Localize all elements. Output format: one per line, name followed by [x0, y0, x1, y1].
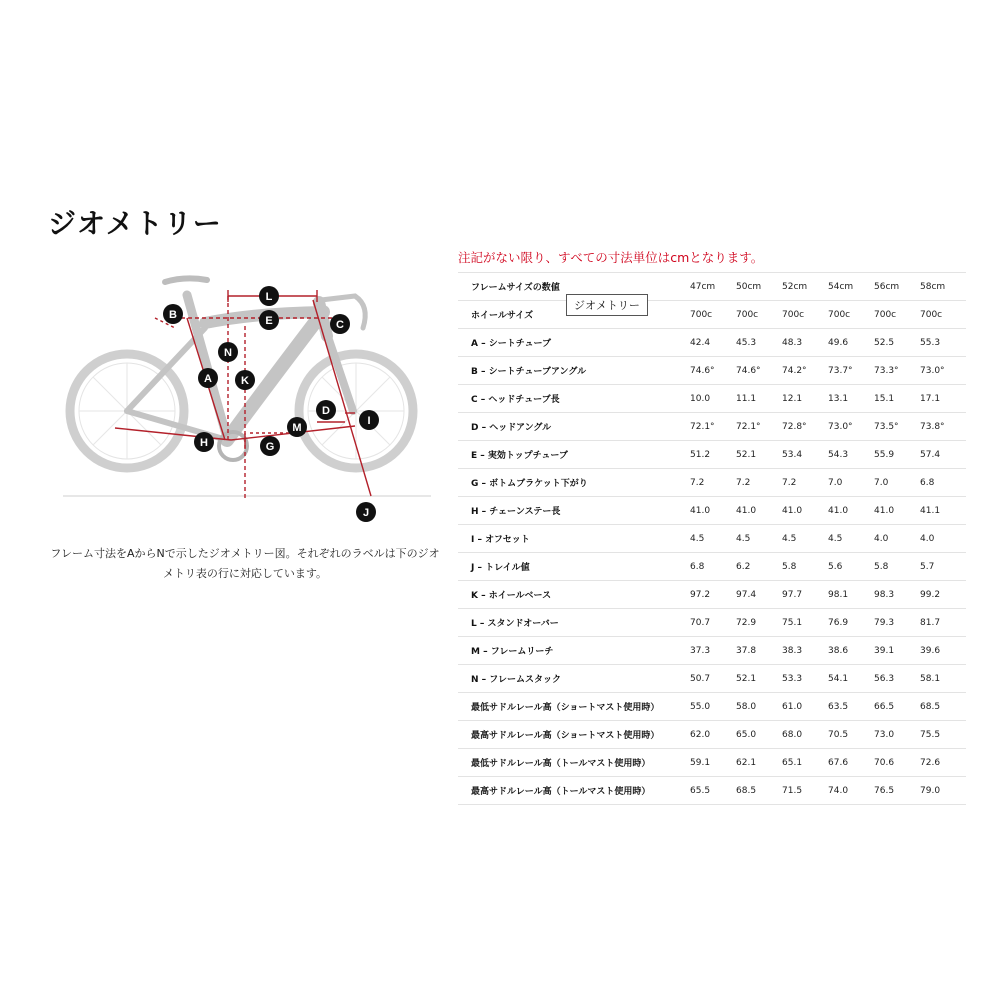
table-cell: 97.2 — [690, 581, 736, 609]
table-cell: 7.2 — [782, 469, 828, 497]
table-cell: 55.9 — [874, 441, 920, 469]
table-cell: 38.3 — [782, 637, 828, 665]
table-cell: 5.7 — [920, 553, 966, 581]
table-cell: 41.1 — [920, 497, 966, 525]
table-cell: 41.0 — [874, 497, 920, 525]
table-cell: 63.5 — [828, 693, 874, 721]
badge-h — [194, 432, 214, 452]
svg-text:G: G — [265, 441, 275, 453]
table-cell: 53.4 — [782, 441, 828, 469]
table-row — [458, 525, 966, 553]
size-header: 52cm — [782, 273, 828, 301]
size-header: 47cm — [690, 273, 736, 301]
table-cell: 37.3 — [690, 637, 736, 665]
table-cell: 13.1 — [828, 385, 874, 413]
table-row — [458, 329, 966, 357]
badge-c — [330, 314, 350, 334]
badge-j — [356, 502, 376, 522]
size-header: 54cm — [828, 273, 874, 301]
table-row — [458, 413, 966, 441]
table-cell: 74.6° — [736, 357, 782, 385]
table-header-row — [458, 273, 966, 301]
table-row — [458, 777, 966, 805]
table-cell: 62.0 — [690, 721, 736, 749]
table-cell: 55.3 — [920, 329, 966, 357]
badge-e — [259, 310, 279, 330]
table-cell: 62.1 — [736, 749, 782, 777]
svg-text:D: D — [322, 405, 330, 417]
table-cell: 12.1 — [782, 385, 828, 413]
bike-diagram — [55, 268, 435, 528]
table-cell: 5.6 — [828, 553, 874, 581]
size-header: 58cm — [920, 273, 966, 301]
table-cell: 5.8 — [874, 553, 920, 581]
table-cell: 72.8° — [782, 413, 828, 441]
svg-text:L: L — [265, 291, 273, 303]
table-cell: 57.4 — [920, 441, 966, 469]
table-cell: 48.3 — [782, 329, 828, 357]
table-row — [458, 749, 966, 777]
table-cell: 72.1° — [736, 413, 782, 441]
svg-text:J: J — [362, 507, 370, 519]
table-cell: 39.1 — [874, 637, 920, 665]
row-label: 最高サドルレール高（トールマスト使用時） — [458, 777, 690, 805]
table-row — [458, 693, 966, 721]
table-row — [458, 385, 966, 413]
table-cell: 65.5 — [690, 777, 736, 805]
table-cell: 74.6° — [690, 357, 736, 385]
table-cell: 70.7 — [690, 609, 736, 637]
geometry-tooltip: ジオメトリー — [566, 294, 648, 316]
table-cell: 55.0 — [690, 693, 736, 721]
row-label: 最低サドルレール高（トールマスト使用時） — [458, 749, 690, 777]
row-label: A – シートチューブ — [458, 329, 690, 357]
page-title: ジオメトリー — [48, 207, 222, 240]
table-cell: 17.1 — [920, 385, 966, 413]
table-cell: 39.6 — [920, 637, 966, 665]
badge-l — [235, 370, 255, 390]
geometry-diagram — [55, 268, 435, 528]
table-cell: 700c — [690, 301, 736, 329]
table-row — [458, 721, 966, 749]
table-cell: 76.9 — [828, 609, 874, 637]
table-cell: 54.3 — [828, 441, 874, 469]
svg-text:I: I — [367, 415, 371, 427]
table-cell: 73.5° — [874, 413, 920, 441]
table-cell: 97.4 — [736, 581, 782, 609]
row-label: L – スタンドオーバー — [458, 609, 690, 637]
table-cell: 7.2 — [690, 469, 736, 497]
table-cell: 4.0 — [920, 525, 966, 553]
table-row — [458, 581, 966, 609]
table-cell: 42.4 — [690, 329, 736, 357]
badge-i — [359, 410, 379, 430]
table-cell: 58.0 — [736, 693, 782, 721]
table-row — [458, 469, 966, 497]
table-cell: 41.0 — [782, 497, 828, 525]
table-cell: 15.1 — [874, 385, 920, 413]
badge-n — [218, 342, 238, 362]
table-cell: 10.0 — [690, 385, 736, 413]
table-row — [458, 497, 966, 525]
table-cell: 50.7 — [690, 665, 736, 693]
row-label: I – オフセット — [458, 525, 690, 553]
table-cell: 73.0° — [828, 413, 874, 441]
table-cell: 73.8° — [920, 413, 966, 441]
row-label: E – 実効トップチューブ — [458, 441, 690, 469]
table-cell: 700c — [874, 301, 920, 329]
table-cell: 68.5 — [736, 777, 782, 805]
size-header: 50cm — [736, 273, 782, 301]
badge-d — [316, 400, 336, 420]
geometry-table — [458, 272, 966, 805]
table-cell: 52.5 — [874, 329, 920, 357]
table-cell: 79.0 — [920, 777, 966, 805]
table-cell: 68.0 — [782, 721, 828, 749]
svg-text:H: H — [200, 437, 208, 449]
badge-b — [163, 304, 183, 324]
table-cell: 6.2 — [736, 553, 782, 581]
table-cell: 72.9 — [736, 609, 782, 637]
table-row — [458, 609, 966, 637]
row-label: C – ヘッドチューブ長 — [458, 385, 690, 413]
table-cell: 56.3 — [874, 665, 920, 693]
table-cell: 73.0 — [874, 721, 920, 749]
table-cell: 73.7° — [828, 357, 874, 385]
table-row — [458, 357, 966, 385]
table-cell: 66.5 — [874, 693, 920, 721]
table-cell: 5.8 — [782, 553, 828, 581]
svg-text:A: A — [204, 373, 212, 385]
table-cell: 98.3 — [874, 581, 920, 609]
table-row — [458, 553, 966, 581]
table-cell: 65.0 — [736, 721, 782, 749]
table-cell: 75.5 — [920, 721, 966, 749]
table-cell: 68.5 — [920, 693, 966, 721]
table-cell: 61.0 — [782, 693, 828, 721]
table-row — [458, 301, 966, 329]
table-cell: 51.2 — [690, 441, 736, 469]
table-cell: 72.1° — [690, 413, 736, 441]
table-cell: 6.8 — [920, 469, 966, 497]
table-cell: 4.5 — [736, 525, 782, 553]
table-cell: 73.0° — [920, 357, 966, 385]
table-cell: 11.1 — [736, 385, 782, 413]
table-cell: 41.0 — [828, 497, 874, 525]
svg-text:K: K — [241, 375, 249, 387]
table-cell: 65.1 — [782, 749, 828, 777]
table-row — [458, 637, 966, 665]
table-cell: 52.1 — [736, 665, 782, 693]
table-cell: 41.0 — [736, 497, 782, 525]
table-cell: 70.5 — [828, 721, 874, 749]
badge-m — [259, 286, 279, 306]
table-cell: 41.0 — [690, 497, 736, 525]
table-cell: 4.5 — [690, 525, 736, 553]
table-cell: 4.5 — [782, 525, 828, 553]
table-cell: 98.1 — [828, 581, 874, 609]
svg-text:B: B — [169, 309, 177, 321]
table-cell: 71.5 — [782, 777, 828, 805]
table-cell: 75.1 — [782, 609, 828, 637]
diagram-caption: フレーム寸法をAからNで示したジオメトリー図。それぞれのラベルは下のジオメトリ表の行に対応しています。 — [50, 547, 440, 580]
table-cell: 97.7 — [782, 581, 828, 609]
table-cell: 54.1 — [828, 665, 874, 693]
table-cell: 700c — [736, 301, 782, 329]
badge-g — [260, 436, 280, 456]
table-cell: 74.0 — [828, 777, 874, 805]
table-cell: 70.6 — [874, 749, 920, 777]
table-cell: 6.8 — [690, 553, 736, 581]
table-cell: 7.0 — [828, 469, 874, 497]
size-header: 56cm — [874, 273, 920, 301]
table-cell: 99.2 — [920, 581, 966, 609]
svg-text:M: M — [292, 422, 302, 434]
units-notice: 注記がない限り、すべての寸法単位はcmとなります。 — [458, 250, 764, 265]
row-label: 最低サドルレール高（ショートマスト使用時） — [458, 693, 690, 721]
row-label: H – チェーンステー長 — [458, 497, 690, 525]
table-cell: 76.5 — [874, 777, 920, 805]
row-label: B – シートチューブアングル — [458, 357, 690, 385]
table-row — [458, 665, 966, 693]
table-cell: 74.2° — [782, 357, 828, 385]
row-label: G – ボトムブラケット下がり — [458, 469, 690, 497]
table-cell: 45.3 — [736, 329, 782, 357]
table-cell: 700c — [782, 301, 828, 329]
table-cell: 700c — [828, 301, 874, 329]
table-cell: 37.8 — [736, 637, 782, 665]
table-row — [458, 441, 966, 469]
row-label: K – ホイールベース — [458, 581, 690, 609]
table-cell: 52.1 — [736, 441, 782, 469]
badge-a — [198, 368, 218, 388]
svg-text:N: N — [224, 347, 232, 359]
row-label: M – フレームリーチ — [458, 637, 690, 665]
row-label: 最高サドルレール高（ショートマスト使用時） — [458, 721, 690, 749]
table-cell: 58.1 — [920, 665, 966, 693]
table-cell: 81.7 — [920, 609, 966, 637]
table-cell: 53.3 — [782, 665, 828, 693]
table-cell: 73.3° — [874, 357, 920, 385]
table-cell: 67.6 — [828, 749, 874, 777]
table-cell: 7.2 — [736, 469, 782, 497]
table-cell: 72.6 — [920, 749, 966, 777]
row-label: D – ヘッドアングル — [458, 413, 690, 441]
table-cell: 38.6 — [828, 637, 874, 665]
svg-text:C: C — [336, 319, 344, 331]
row-label: N – フレームスタック — [458, 665, 690, 693]
table-cell: 4.0 — [874, 525, 920, 553]
table-cell: 7.0 — [874, 469, 920, 497]
row-label: ホイールサイズ — [458, 301, 690, 329]
table-cell: 700c — [920, 301, 966, 329]
table-cell: 4.5 — [828, 525, 874, 553]
badge-k — [287, 417, 307, 437]
header-label: フレームサイズの数値 — [458, 273, 690, 301]
row-label: J – トレイル値 — [458, 553, 690, 581]
table-cell: 59.1 — [690, 749, 736, 777]
table-cell: 79.3 — [874, 609, 920, 637]
svg-text:E: E — [265, 315, 273, 327]
table-cell: 49.6 — [828, 329, 874, 357]
